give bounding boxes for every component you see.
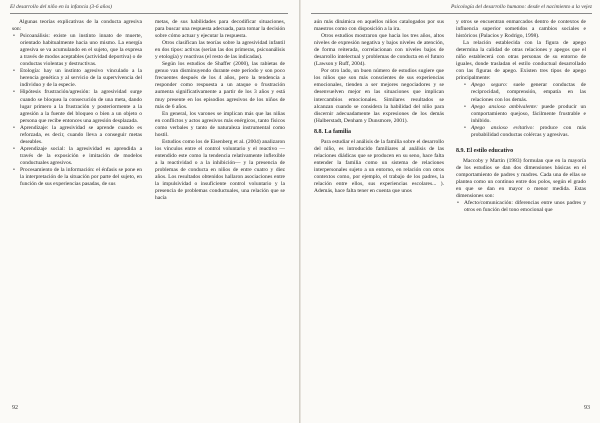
bullet-icon: • [13, 124, 15, 131]
bullet-icon: • [13, 68, 15, 75]
apego-text: suele generar conductas de reciprocidad, comprensión, empatía en las relaciones con los demás. [471, 82, 586, 103]
right-column-2 [456, 19, 586, 404]
bullet-icon: • [464, 82, 466, 89]
theory-text: existe un instinto innato de muerte, orientado habitualmente hacia uno mismo. La energía agresiva se va acumulando en el sujeto, que la expresa a través de modos aceptables (actividad deportiva) o de conductas violentas y destructivas. [20, 33, 142, 68]
theory-item [12, 167, 142, 188]
theory-text: el énfasis se pone en la interpretación de la situación por parte del sujeto, en función de sus experiencias pasadas, de sus [20, 166, 142, 188]
theory-term: Aprendizaje social: [20, 145, 66, 152]
apego-text: puede producir un comportamiento quejoso, fácilmente frustrable e inhibido. [471, 103, 586, 124]
apego-item [456, 125, 586, 139]
bullet-icon: • [13, 145, 15, 152]
apego-term: Apego seguro: [471, 82, 508, 89]
left-column-2 [155, 19, 285, 404]
paragraph: Estudios como los de Eisenberg et al. (2004) analizaron los vínculos entre el control voluntario y el reactivo —entendido este como la tendencia relativamente inflexible a la reactividad o a la inhibición— y la presencia de problemas de conducta en niños de entre cuatro y diez años. Los resultados obtenidos hallaron asociaciones entre la impulsividad o insuficiente control voluntario y la presencia de problemas conductuales, una relación que se hacía [155, 138, 285, 202]
theory-term: Hipótesis frustración/agresión: [20, 89, 90, 96]
bullet-icon: • [13, 33, 15, 40]
paragraph: Maccoby y Martin (1983) formulan que en la mayoría de los estudios se dan dos dimensiones básicas en el comportamiento de padres y madres. Cada una de ellas se plantea como un continuo entre dos polos, según el grado en que se dan en mayor o menor medida. Estas dimensiones son: [456, 157, 586, 200]
right-column-1 [314, 19, 444, 404]
dimension-text: Afecto/comunicación: diferencias entre unos padres y otros en función del tono emocional que [464, 200, 586, 214]
theory-term: Procesamiento de la información: [20, 166, 95, 173]
theory-text: la agresividad surge cuando se bloquea la consecución de una meta, dando lugar primero a la frustración y posteriormente a la agresión a la fuente del bloqueo o bien a un objeto o persona que recibe entonces una agresión desplazada. [20, 89, 142, 124]
right-running-header: Psicología del desarrollo humano: desde el nacimiento a la vejez [451, 4, 592, 10]
theories-intro: Algunas teorías explicativas de la conducta agresiva son: [12, 19, 142, 33]
paragraph: Para estudiar el análisis de la familia sobre el desarrollo del niño, es introducido familiares al análisis de las relaciones diádicas que se producen en su seno, hace falta entender la familia como un sistema de relaciones interpersonales sujeto a un entorno, en relación con otros contextos como, por ejemplo, el trabajo de los padres, la relación entre ellos, sus experiencias escolares... ). Además, hace falta tener en cuenta que unos [314, 138, 444, 195]
theory-term: Aprendizaje: [20, 124, 49, 131]
theory-item [12, 89, 142, 124]
paragraph: y otros se encuentran enmarcados dentro de contextos de influencia superior sometidos a cambios sociales e históricos (Palacios y Rodrigo, 1998). [456, 19, 586, 40]
apego-item [456, 104, 586, 125]
right-header-rule [311, 13, 592, 14]
left-running-header: El desarrollo del niño en la infancia (3-6 años) [10, 4, 112, 10]
paragraph: En general, los varones se implican más que las niñas en conflictos y actos agresivos más enérgicos, tanto físicos como verbales y tanto de naturaleza instrumental como hostil. [155, 110, 285, 138]
theory-text: la agresividad es aprendida a través de la exposición e imitación de modelos conductuales agresivos. [20, 145, 142, 166]
theories-list [12, 33, 142, 188]
paragraph: aún más dinámica en aquellos niños catalogados por sus maestros como con disposición a la ira. [314, 19, 444, 33]
left-page-number: 92 [12, 405, 18, 411]
apego-term: Apego ansioso ambivalente: [471, 103, 538, 110]
paragraph: Otros clasifican las teorías sobre la agresividad infantil en dos tipos: activas (serían las dos primeras, psicoanálisis y etología) y reactivas (el resto de las indicadas). [155, 40, 285, 61]
dimension-item [456, 200, 586, 214]
bullet-icon: • [13, 166, 15, 173]
theory-item [12, 33, 142, 68]
left-column-1 [12, 19, 142, 404]
paragraph: Por otro lado, un buen número de estudios sugiere que los niños que son más conscientes de sus experiencias emocionales, tienden a ser mejores negociadores y se desenvuelven mejor en las situaciones que implican intercambios emocionales. Similares resultados se alcanzan cuando se considera la habilidad del niño para discernir adecuadamente las expresiones de los demás (Halberstadt, Denham y Dunsmore, 2001). [314, 68, 444, 124]
paragraph: metas, de sus habilidades para decodificar situaciones, para buscar una respuesta adecuada, para tomar la decisión sobre cómo actuar y ejecutar la respuesta. [155, 19, 285, 40]
bullet-icon: • [13, 89, 15, 96]
section-heading-estilo-educativo: 8.9. El estilo educativo [456, 147, 514, 154]
right-page [301, 0, 600, 423]
dimensions-list [456, 200, 586, 214]
theory-item [12, 125, 142, 146]
paragraph: Según los estudios de Shaffer (2000), las rabietas de genuo van disminuyendo durante este período y son poco frecuentes después de los 4 años, pero la tendencia a responder como respuesta a un ataque o frustración aumenta significativamente a partir de los 3 años y está muy presente en los episodios agresivos de los niños de más de 6 años. [155, 61, 285, 110]
apego-text: produce con más probabilidad conductas colércas y agresivas. [471, 124, 586, 138]
apego-item [456, 82, 586, 103]
bullet-icon: • [464, 103, 466, 110]
apego-term: Apego ansioso evitativo: [471, 124, 535, 131]
paragraph: La relación establecida con la figura de apego determina la calidad de otras relaciones y apegos que el niño establecerá con otras personas de su entorno de iguales, donde trasladan el estilo conductual desarrollado con las figuras de apego. Existen tres tipos de apego principalmente: [456, 40, 586, 82]
section-heading-familia: 8.8. La familia [314, 128, 351, 135]
left-page [0, 0, 299, 423]
spacer [456, 139, 586, 144]
theory-item [12, 68, 142, 89]
paragraph: Otros estudios mostraron que hacia los tres años, altos niveles de expresión negativa y bajos niveles de atención, de forma reiterada, correlacionan con niveles bajos de desarrollo intelectual y problemas de conducta en el futuro (Lawson y Ruff, 2004). [314, 33, 444, 68]
left-header-rule [10, 13, 288, 14]
theory-text: la agresividad se aprende cuando es reforzada, es decir, cuando lleva a conseguir metas deseables. [20, 124, 142, 145]
theory-text: hay un instinto agresivo vinculado a la herencia genética y al servicio de la supervivencia del individuo y de la especie. [20, 68, 142, 89]
theory-item [12, 146, 142, 167]
apego-types-list [456, 82, 586, 138]
theory-term: Etología: [20, 68, 41, 75]
right-page-number: 93 [584, 405, 590, 411]
bullet-icon: • [457, 200, 459, 207]
theory-term: Psicoanálisis: [20, 33, 50, 40]
bullet-icon: • [464, 124, 466, 131]
